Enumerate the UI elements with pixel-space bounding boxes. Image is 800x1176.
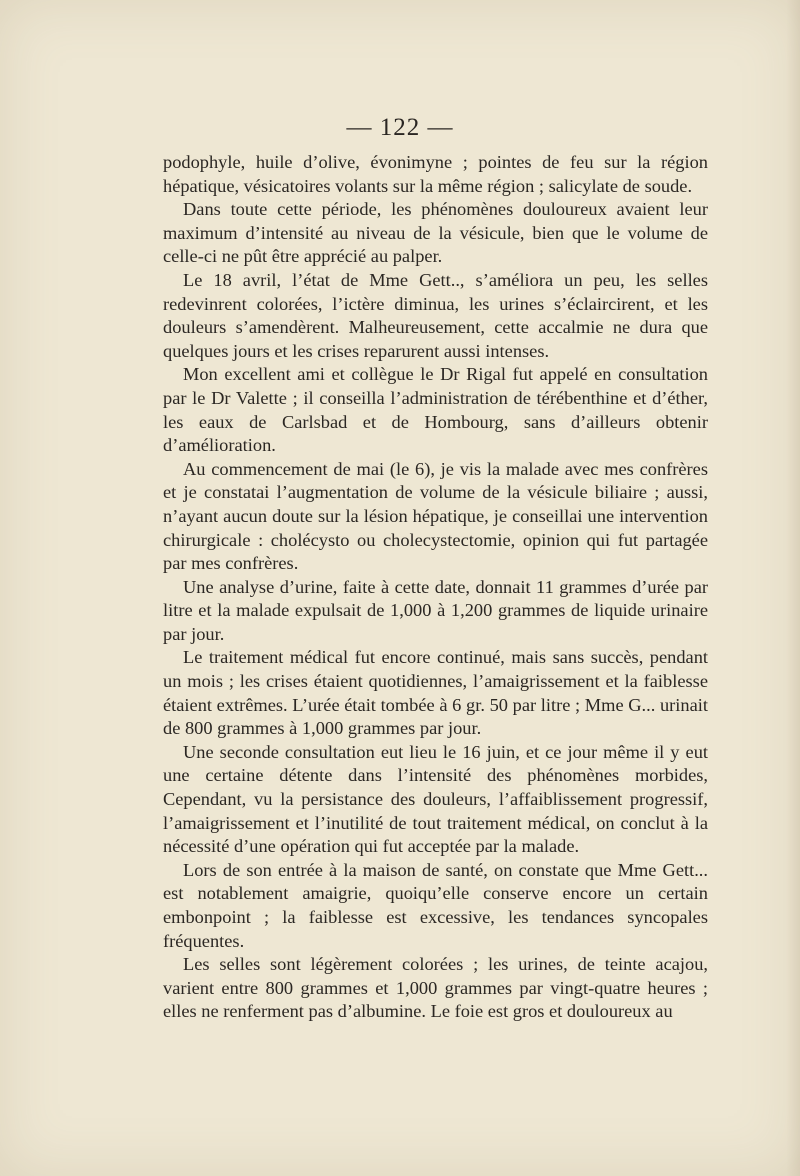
paragraph: podophyle, huile d’olive, évonimyne ; pointes de feu sur la région hépatique, vésicatoires volants sur la même région ; salicylate de soude. [163, 152, 708, 196]
paragraph: Lors de son entrée à la maison de santé, on constate que Mme Gett... est notablement amaigrie, quoiqu’elle conserve encore un certain embonpoint ; la faiblesse est excessive, les tendances syncopales fréquentes. [163, 859, 708, 951]
paragraph: Le traitement médical fut encore continué, mais sans succès, pendant un mois ; les crises étaient quotidiennes, l’amaigrissement et la faiblesse étaient extrêmes. L’urée était tombée à 6 gr. 50 par litre ; Mme G... urinait de 800 grammes à 1,000 grammes par jour. [163, 647, 708, 739]
page-number: — 122 — [346, 114, 454, 141]
body-text [163, 151, 708, 1024]
paragraph: Le 18 avril, l’état de Mme Gett.., s’améliora un peu, les selles redevinrent colorées, l’ictère diminua, les urines s’éclaircirent, et les douleurs s’amendèrent. Malheureusement, cette accalmie ne dura que quelques jours et les crises reparurent aussi intenses. [163, 269, 708, 361]
paragraph: Au commencement de mai (le 6), je vis la malade avec mes confrères et je constatai l’augmentation de volume de la vésicule biliaire ; aussi, n’ayant aucun doute sur la lésion hépatique, je conseillai une intervention chirurgicale : cholécysto ou cholecystectomie, opinion qui fut partagée par mes confrères. [163, 458, 708, 574]
paragraph: Dans toute cette période, les phénomènes douloureux avaient leur maximum d’intensité au niveau de la vésicule, bien que le volume de celle-ci ne pût être apprécié au palper. [163, 199, 708, 267]
paragraph: Mon excellent ami et collègue le Dr Rigal fut appelé en consultation par le Dr Valette ; il conseilla l’administration de térébenthine et d’éther, les eaux de Carlsbad et de Hombourg, sans d’ailleurs obtenir d’amélioration. [163, 364, 708, 456]
paragraph: Une seconde consultation eut lieu le 16 juin, et ce jour même il y eut une certaine détente dans l’intensité des phénomènes morbides, Cependant, vu la persistance des douleurs, l’affaiblissement progressif, l’amaigrissement et l’inutilité de tout traitement médical, on conclut à la nécessité d’une opération qui fut acceptée par la malade. [163, 741, 708, 857]
paragraph: Une analyse d’urine, faite à cette date, donnait 11 grammes d’urée par litre et la malade expulsait de 1,000 à 1,200 grammes de liquide urinaire par jour. [163, 576, 708, 644]
paragraph: Les selles sont légèrement colorées ; les urines, de teinte acajou, varient entre 800 grammes et 1,000 grammes par vingt-quatre heures ; elles ne renferment pas d’albumine. Le foie est gros et douloureux au [163, 954, 708, 1022]
page-edge-shadow [786, 0, 800, 1176]
